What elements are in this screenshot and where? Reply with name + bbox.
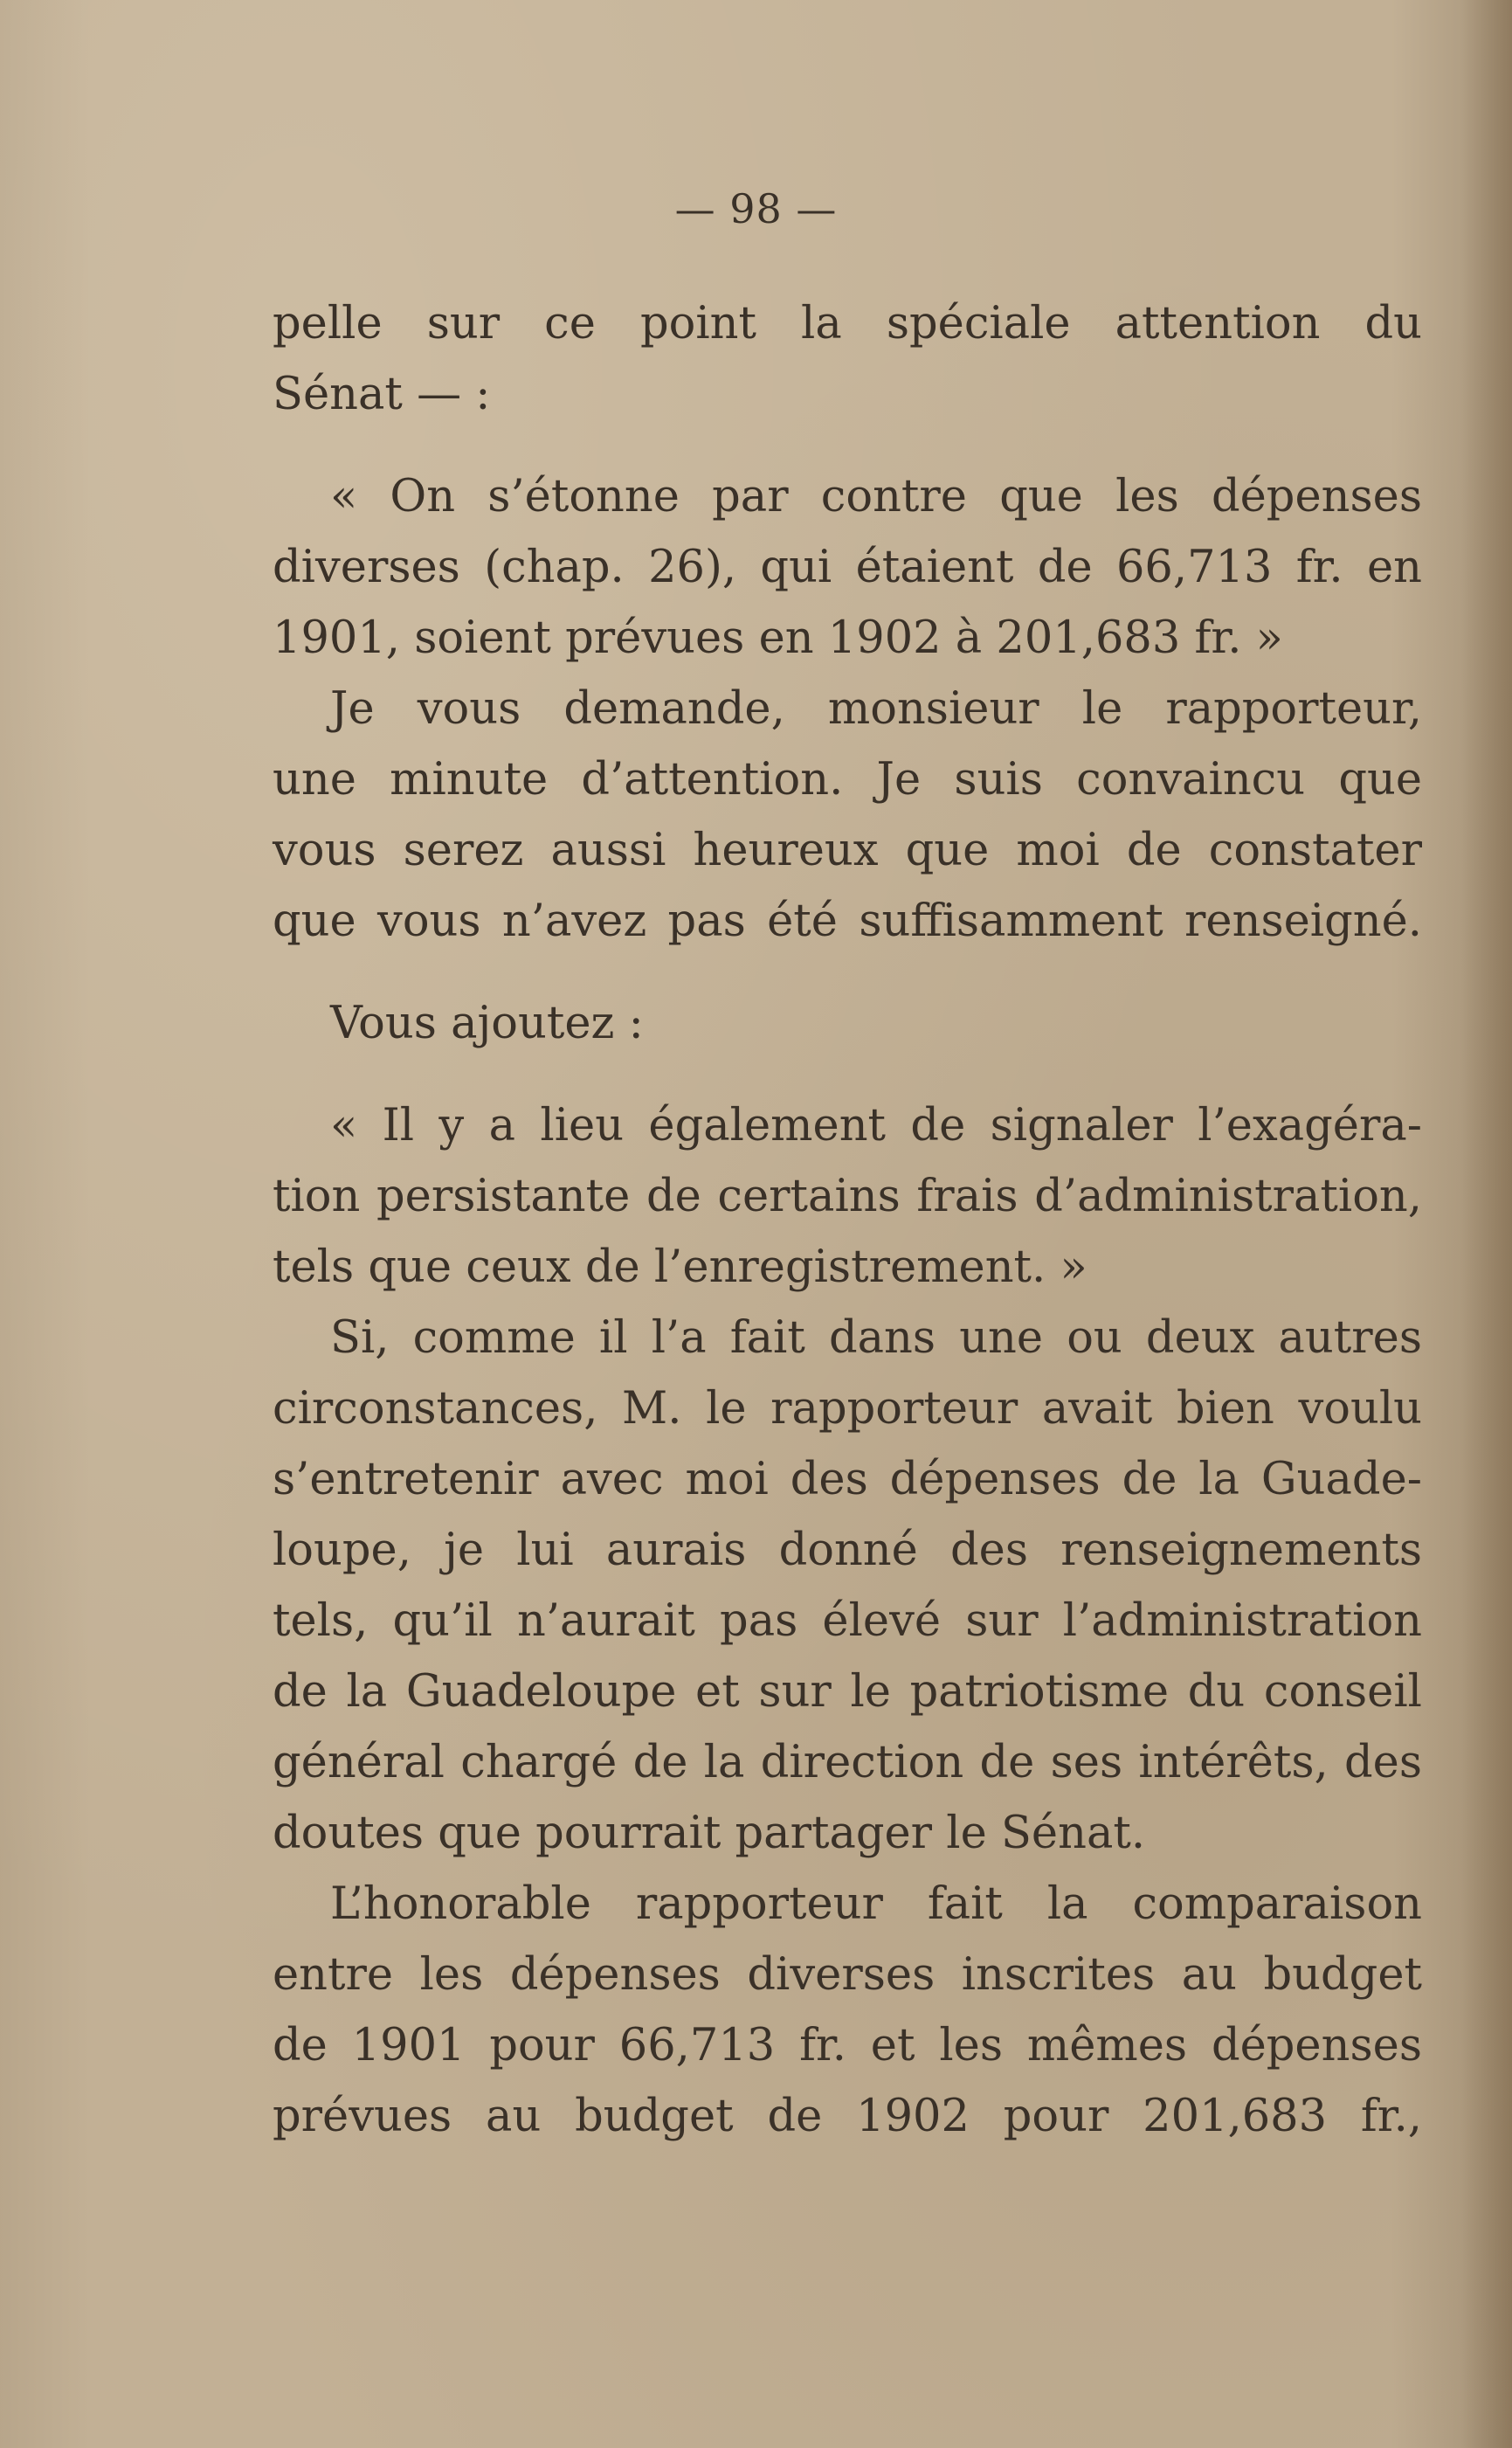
text-line: général chargé de la direction de ses intérêts, des: [273, 1737, 1422, 1788]
text-line: tels, qu’il n’aurait pas élevé sur l’administration: [273, 1595, 1422, 1647]
text-line: doutes que pourrait partager le Sénat.: [273, 1808, 1146, 1859]
text-line: entre les dépenses diverses inscrites au budget: [273, 1949, 1422, 2001]
text-line: Si, comme il l’a fait dans une ou deux autres: [330, 1312, 1422, 1364]
text-line: pelle sur ce point la spéciale attention du: [273, 298, 1422, 349]
text-line: 1901, soient prévues en 1902 à 201,683 fr. »: [273, 612, 1283, 664]
page-edge-shadow: [1461, 0, 1512, 2448]
text-line: loupe, je lui aurais donné des renseignements: [273, 1525, 1422, 1576]
body-text: [273, 288, 1422, 2152]
text-line: de la Guadeloupe et sur le patriotisme du conseil: [273, 1666, 1422, 1718]
text-line: L’honorable rapporteur fait la comparaison: [330, 1878, 1422, 1930]
text-line: Vous ajoutez :: [330, 998, 644, 1049]
text-line: Sénat — :: [273, 369, 491, 420]
text-line: « On s’étonne par contre que les dépenses: [330, 471, 1422, 522]
text-line: que vous n’avez pas été suffisamment renseigné.: [273, 896, 1422, 947]
page-number: — 98 —: [674, 185, 838, 232]
text-line: de 1901 pour 66,713 fr. et les mêmes dépenses: [273, 2020, 1422, 2071]
text-line: « Il y a lieu également de signaler l’exagéra-: [330, 1100, 1422, 1151]
text-line: s’entretenir avec moi des dépenses de la Guade-: [273, 1454, 1422, 1505]
text-line: diverses (chap. 26), qui étaient de 66,713 fr. en: [273, 542, 1422, 593]
text-line: une minute d’attention. Je suis convaincu que: [273, 754, 1422, 806]
text-line: circonstances, M. le rapporteur avait bien voulu: [273, 1383, 1422, 1435]
text-line: tion persistante de certains frais d’administration,: [273, 1171, 1422, 1222]
text-line: prévues au budget de 1902 pour 201,683 fr.,: [273, 2091, 1422, 2142]
text-line: tels que ceux de l’enregistrement. »: [273, 1241, 1087, 1293]
text-line: vous serez aussi heureux que moi de constater: [273, 825, 1422, 876]
text-line: Je vous demande, monsieur le rapporteur,: [330, 683, 1422, 735]
